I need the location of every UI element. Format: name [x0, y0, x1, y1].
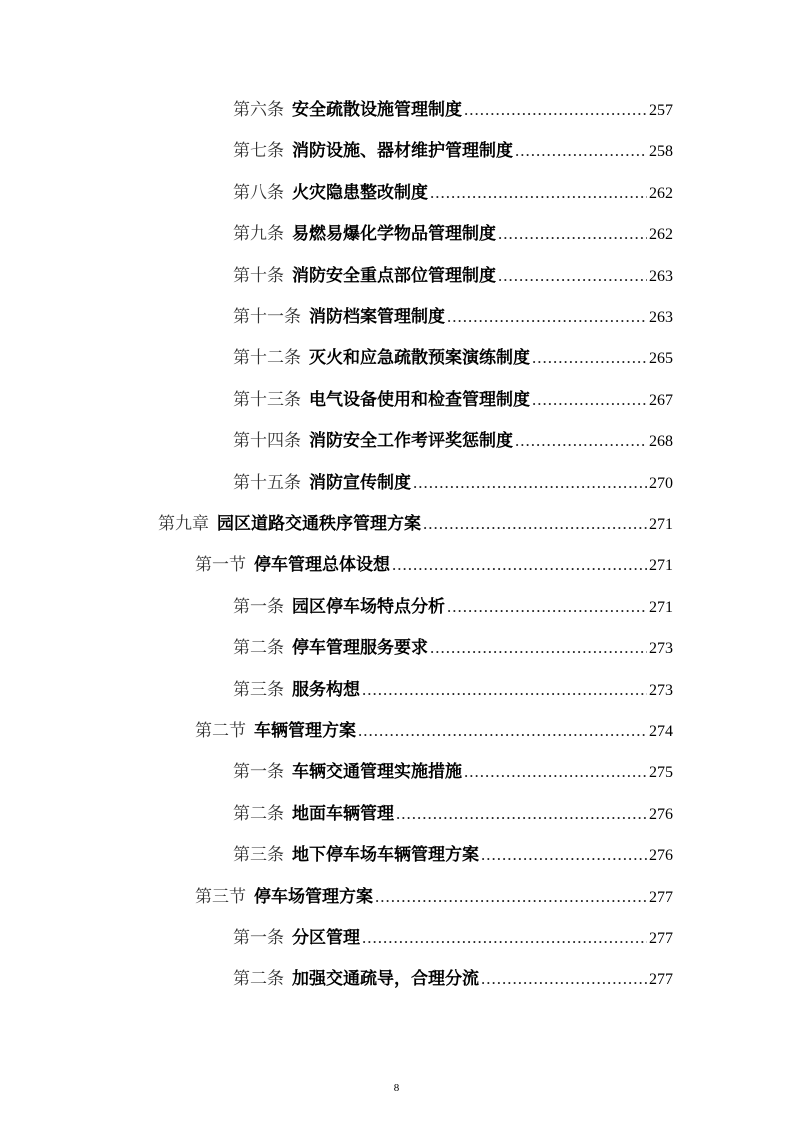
- dot-leader: [498, 213, 647, 255]
- dot-leader: [413, 462, 647, 504]
- dot-leader: [532, 379, 647, 421]
- dot-leader: [392, 544, 647, 586]
- toc-entry-prefix: 第十二条: [233, 348, 301, 368]
- dot-leader: [481, 958, 647, 1000]
- toc-entry-prefix: 第九章: [158, 514, 209, 533]
- dot-leader: [362, 917, 647, 959]
- toc-entry-prefix: 第八条: [233, 182, 284, 202]
- toc-entry-prefix: 第一条: [233, 928, 284, 947]
- toc-entry-title: 易燃易爆化学物品管理制度: [292, 224, 496, 244]
- toc-entry-prefix: 第九条: [233, 224, 284, 244]
- toc-article[interactable]: [233, 172, 673, 214]
- toc-section[interactable]: [195, 544, 673, 586]
- toc-entry-page: 258: [649, 143, 673, 161]
- toc-entry-prefix: 第一节: [195, 555, 246, 575]
- toc-entry-page: 273: [649, 681, 673, 699]
- toc-article[interactable]: [233, 586, 673, 628]
- toc-entry-page: 277: [649, 888, 673, 906]
- toc-entry-title: 消防安全重点部位管理制度: [292, 265, 496, 285]
- toc-entry-prefix: 第一条: [233, 596, 284, 616]
- toc-entry-page: 271: [649, 598, 673, 616]
- toc-entry-title: 停车管理总体设想: [254, 555, 390, 575]
- toc-entry-prefix: 第三节: [195, 886, 246, 906]
- dot-leader: [498, 255, 647, 297]
- toc-article[interactable]: [233, 89, 673, 131]
- toc-entry-title: 车辆交通管理实施措施: [292, 762, 462, 782]
- toc-entry-page: 262: [649, 226, 673, 244]
- toc-entry-page: 276: [649, 805, 673, 823]
- dot-leader: [464, 89, 647, 131]
- toc-entry-page: 273: [649, 640, 673, 658]
- toc-entry-page: 267: [649, 391, 673, 409]
- dot-leader: [447, 586, 647, 628]
- toc-article[interactable]: [233, 379, 673, 421]
- toc-entry-title: 加强交通疏导，合理分流: [292, 969, 479, 989]
- toc-entry-title: 分区管理: [292, 928, 360, 947]
- toc-article[interactable]: [233, 793, 673, 835]
- toc-entry-page: 263: [649, 267, 673, 285]
- toc-entry-prefix: 第一条: [233, 762, 284, 782]
- toc-entry-prefix: 第十一条: [233, 307, 301, 326]
- toc-entry-prefix: 第六条: [233, 100, 284, 119]
- dot-leader: [481, 834, 647, 876]
- toc-entry-page: 270: [649, 474, 673, 492]
- toc-article[interactable]: [233, 462, 673, 504]
- toc-entry-page: 268: [649, 433, 673, 451]
- toc-entry-prefix: 第七条: [233, 141, 284, 161]
- toc-article[interactable]: [233, 627, 673, 669]
- toc-entry-page: 275: [649, 764, 673, 782]
- toc-article[interactable]: [233, 255, 673, 297]
- toc-entry-page: 271: [649, 557, 673, 575]
- toc-entry-page: 276: [649, 847, 673, 865]
- dot-leader: [423, 503, 647, 545]
- toc-entry-prefix: 第十条: [233, 265, 284, 285]
- toc-entry-title: 服务构想: [292, 679, 360, 699]
- toc-entry-title: 停车管理服务要求: [292, 638, 428, 658]
- toc-article[interactable]: [233, 917, 673, 959]
- dot-leader: [430, 172, 647, 214]
- toc-entry-title: 电气设备使用和检查管理制度: [309, 389, 530, 409]
- toc-entry-title: 车辆管理方案: [254, 721, 356, 740]
- toc-entry-prefix: 第十三条: [233, 389, 301, 409]
- toc-entry-prefix: 第十五条: [233, 472, 301, 492]
- toc-entry-page: 265: [649, 350, 673, 368]
- toc-article[interactable]: [233, 834, 673, 876]
- toc-entry-title: 消防档案管理制度: [309, 307, 445, 326]
- toc-entry-page: 257: [649, 102, 673, 119]
- toc-section[interactable]: [195, 710, 673, 752]
- toc-entry-prefix: 第三条: [233, 679, 284, 699]
- toc-article[interactable]: [233, 130, 673, 172]
- dot-leader: [362, 669, 647, 711]
- toc-entry-page: 277: [649, 930, 673, 947]
- toc-entry-title: 停车场管理方案: [254, 886, 373, 906]
- dot-leader: [447, 296, 647, 338]
- toc-entry-prefix: 第十四条: [233, 431, 301, 451]
- toc-chapter[interactable]: [158, 503, 673, 545]
- dot-leader: [464, 751, 647, 793]
- toc-article[interactable]: [233, 751, 673, 793]
- toc-entry-page: 262: [649, 184, 673, 202]
- toc-entry-page: 271: [649, 516, 673, 533]
- dot-leader: [396, 793, 647, 835]
- page-number: 8: [393, 1082, 400, 1094]
- toc-entry-page: 263: [649, 309, 673, 326]
- toc-entry-title: 园区停车场特点分析: [292, 596, 445, 616]
- dot-leader: [375, 876, 647, 918]
- toc-article[interactable]: [233, 213, 673, 255]
- toc-entry-prefix: 第三条: [233, 845, 284, 865]
- toc-section[interactable]: [195, 876, 673, 918]
- toc-entry-title: 消防宣传制度: [309, 472, 411, 492]
- toc-entry-prefix: 第二条: [233, 803, 284, 823]
- toc-entry-prefix: 第二条: [233, 969, 284, 989]
- dot-leader: [515, 130, 647, 172]
- toc-entry-title: 消防设施、器材维护管理制度: [292, 141, 513, 161]
- toc-article[interactable]: [233, 958, 673, 1000]
- toc-entry-title: 安全疏散设施管理制度: [292, 100, 462, 119]
- toc-entry-title: 消防安全工作考评奖惩制度: [309, 431, 513, 451]
- toc-entry-title: 地面车辆管理: [292, 803, 394, 823]
- dot-leader: [532, 337, 647, 379]
- toc-entry-title: 灭火和应急疏散预案演练制度: [309, 348, 530, 368]
- toc-article[interactable]: [233, 669, 673, 711]
- toc-entry-page: 274: [649, 723, 673, 740]
- toc-entry-prefix: 第二条: [233, 638, 284, 658]
- toc-article[interactable]: [233, 420, 673, 462]
- dot-leader: [515, 420, 647, 462]
- dot-leader: [358, 710, 647, 752]
- toc-entry-prefix: 第二节: [195, 721, 246, 740]
- toc-entry-title: 地下停车场车辆管理方案: [292, 845, 479, 865]
- toc-entry-title: 园区道路交通秩序管理方案: [217, 514, 421, 533]
- toc-entry-page: 277: [649, 971, 673, 989]
- toc-entry-title: 火灾隐患整改制度: [292, 182, 428, 202]
- toc-article[interactable]: [233, 337, 673, 379]
- dot-leader: [430, 627, 647, 669]
- toc-article[interactable]: [233, 296, 673, 338]
